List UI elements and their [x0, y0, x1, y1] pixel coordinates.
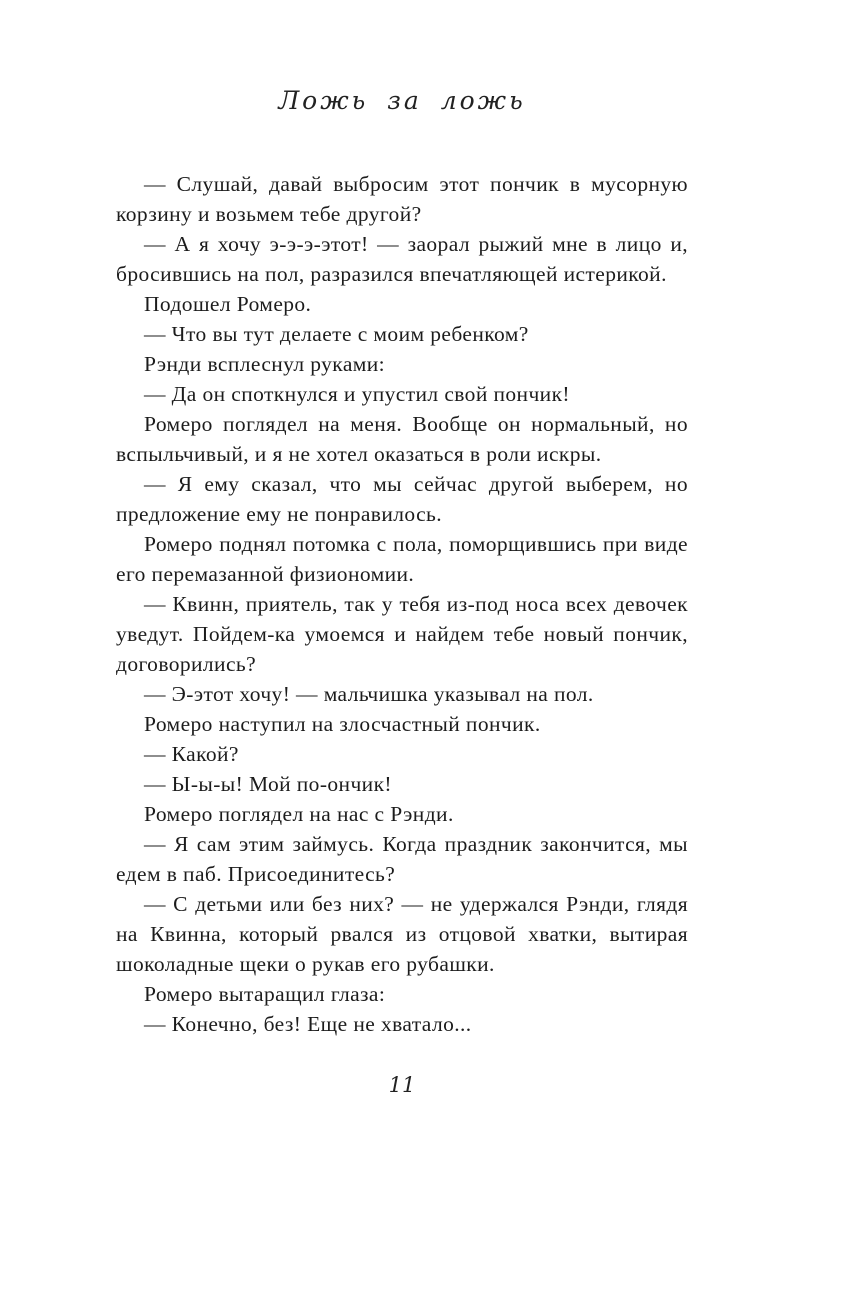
paragraph: Подошел Ромеро.	[144, 292, 312, 316]
running-head-title: Ложь за ложь	[278, 86, 526, 115]
page-body-text	[116, 169, 688, 1039]
paragraph: — Слушай, давай выбросим этот пончик в мусорную корзину и возьмем тебе другой?	[116, 172, 688, 226]
paragraph: — Э-этот хочу! — мальчишка указывал на пол.	[144, 682, 594, 706]
paragraph: — Квинн, приятель, так у тебя из-под носа всех девочек уведут. Пойдем-ка умоемся и найдем тебе новый пончик, договорились?	[116, 592, 688, 676]
paragraph: Ромеро вытаращил глаза:	[144, 982, 386, 1006]
paragraph: — С детьми или без них? — не удержался Рэнди, глядя на Квинна, который рвался из отцовой хватки, вытирая шоколадные щеки о рукав его рубашки.	[116, 892, 688, 976]
paragraph: — Я сам этим займусь. Когда праздник закончится, мы едем в паб. Присоединитесь?	[116, 832, 688, 886]
paragraph: Ромеро наступил на злосчастный пончик.	[144, 712, 541, 736]
paragraph: Рэнди всплеснул руками:	[144, 352, 386, 376]
paragraph: — Да он споткнулся и упустил свой пончик!	[144, 382, 570, 406]
paragraph: Ромеро поглядел на нас с Рэнди.	[144, 802, 454, 826]
paragraph: — Конечно, без! Еще не хватало...	[144, 1012, 472, 1036]
paragraph: — Ы-ы-ы! Мой по-ончик!	[144, 772, 392, 796]
paragraph: — Я ему сказал, что мы сейчас другой выберем, но предложение ему не понравилось.	[116, 472, 688, 526]
paragraph: — Какой?	[144, 742, 239, 766]
paragraph: Ромеро поднял потомка с пола, поморщившись при виде его перемазанной физиономии.	[116, 532, 688, 586]
paragraph: — Что вы тут делаете с моим ребенком?	[144, 322, 529, 346]
paragraph: Ромеро поглядел на меня. Вообще он нормальный, но вспыльчивый, и я не хотел оказаться в роли искры.	[116, 412, 688, 466]
paragraph: — А я хочу э-э-э-этот! — заорал рыжий мне в лицо и, бросившись на пол, разразился впечатляющей истерикой.	[116, 232, 688, 286]
page-number: 11	[388, 1073, 416, 1097]
